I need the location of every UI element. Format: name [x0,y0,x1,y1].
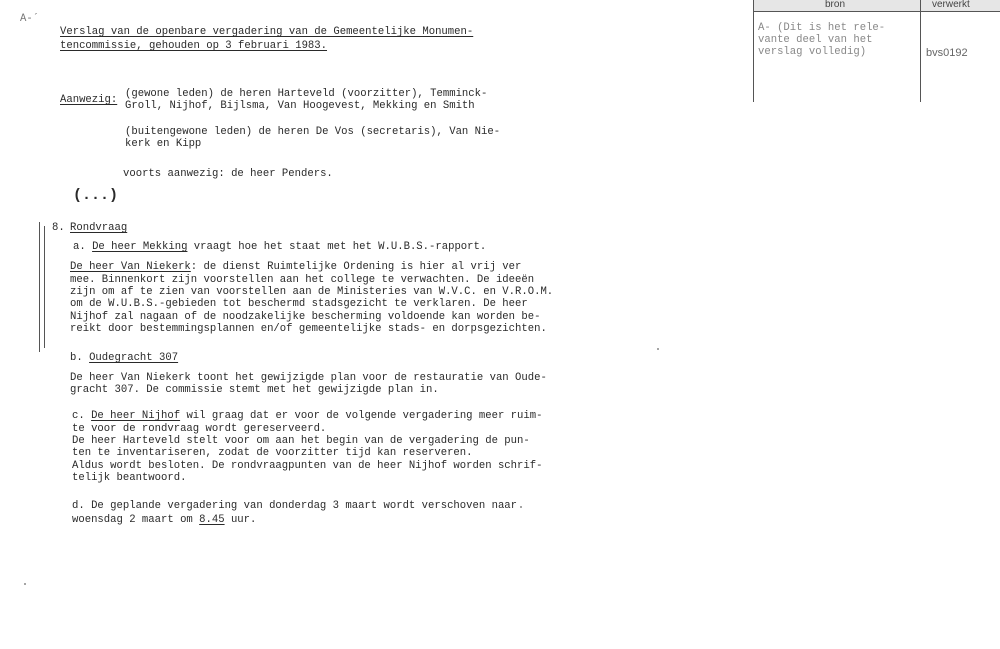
scan-speck [520,506,522,508]
item-d-second-pre: woensdag 2 maart om [72,514,200,526]
item-c-text-rest: te voor de rondvraag wordt gereserveerd. De heer Harteveld stelt voor om aan het begin van de vergadering de pun- ten te inventariseren, zodat de voorzitter tijd kan reserveren. Aldus wordt besloten. De rondvraagpunten van de heer Nijhof worden schrif- telijk beantwoord. [72,422,543,485]
item-d-second-line [72,514,256,526]
omission-ellipsis: (...) [73,187,119,204]
item-a-reply-first-line [70,261,521,273]
attendance-regular-members: (gewone leden) de heren Harteveld (voorzitter), Temminck- Groll, Nijhof, Bijlsma, Van Hoogevest, Mekking en Smith [125,88,488,113]
margin-bar-outer [39,222,40,352]
stamp-col-verwerkt: verwerkt [932,0,970,10]
stamp-header [754,0,1000,12]
margin-bar-inner [44,226,45,348]
item-c-first-line [72,410,542,422]
item-a-reply-first: : de dienst Ruimtelijke Ordening is hier al vrij ver [190,261,522,273]
item-c-prefix: c. [72,410,85,422]
item-b-heading [70,352,178,364]
margin-mark: A-´ [20,13,40,25]
stamp-verwerkt-code: bvs0192 [926,47,968,59]
item-a-reply-rest: mee. Binnenkort zijn voorstellen aan het college te verwachten. De ideeën zijn om af te zien van voorstellen aan de Ministeries van W.V.C. en V.R.O.M. om de W.U.B.S.-gebieden tot beschermd stadsgezicht te verklaren. De heer Nijhof zal nagaan of de noodzakelijke bescherming voldoende kan worden be- reikt door bestemmingsplannen en/of gemeentelijke stads- en dorpsgezichten. [70,273,554,336]
item-b-title: Oudegracht 307 [89,352,179,364]
archive-stamp-box [753,0,1000,102]
attendance-also-present: voorts aanwezig: de heer Penders. [123,168,333,180]
stamp-divider [920,0,921,102]
scan-speck [657,348,659,350]
item-a-text: vraagt hoe het staat met het W.U.B.S.-rapport. [187,241,487,253]
section-number: 8. [52,222,65,234]
item-d-time: 8.45 [199,514,225,526]
item-b-prefix: b. [70,352,83,364]
stamp-col-bron: bron [825,0,846,10]
item-d-second-post: uur. [224,514,257,526]
item-a-reply-speaker: De heer Van Niekerk [70,261,191,273]
item-d-first-line: d. De geplande vergadering van donderdag 3 maart wordt verschoven naar [72,500,518,512]
attendance-extraordinary-members: (buitengewone leden) de heren De Vos (secretaris), Van Nie- kerk en Kipp [125,126,501,151]
item-c-speaker: De heer Nijhof [91,410,181,422]
stamp-bron-text: A- (Dit is het rele- vante deel van het verslag volledig) [758,22,886,58]
section-title: Rondvraag [70,222,128,234]
document-title-line-1: Verslag van de openbare vergadering van de Gemeentelijke Monumen- [60,26,474,38]
item-b-text: De heer Van Niekerk toont het gewijzigde plan voor de restauratie van Oude- gracht 307. De commissie stemt met het gewijzigde plan in. [70,372,547,397]
attendance-label: Aanwezig: [60,94,118,106]
scan-speck [24,583,26,585]
item-a-line [73,241,486,253]
document-title-line-2: tencommissie, gehouden op 3 februari 1983. [60,40,328,52]
item-a-prefix: a. [73,241,86,253]
item-a-speaker: De heer Mekking [92,241,188,253]
item-c-text-first: wil graag dat er voor de volgende vergadering meer ruim- [180,410,543,422]
